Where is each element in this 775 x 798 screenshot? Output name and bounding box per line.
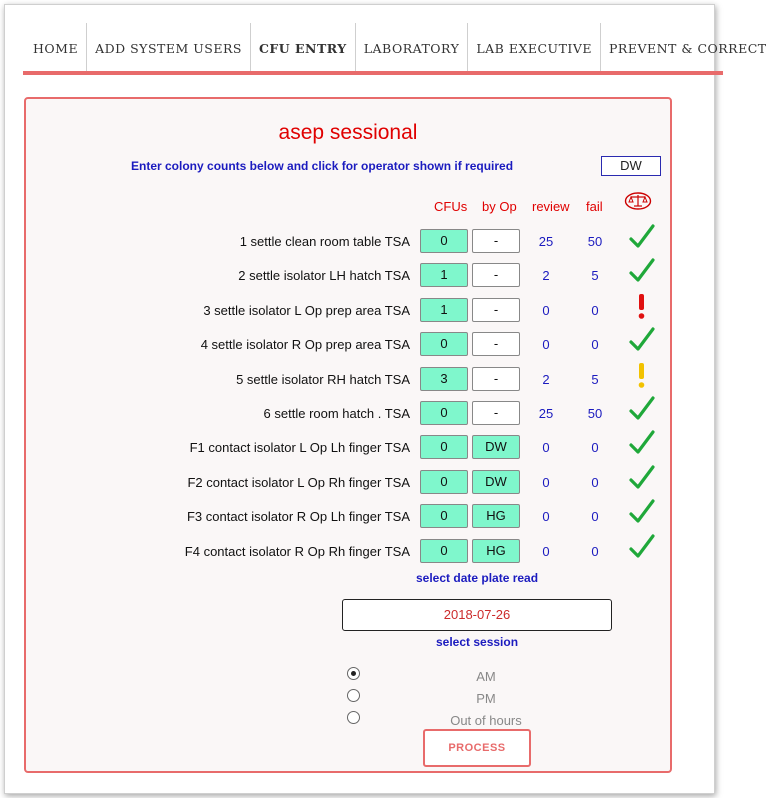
- instruction-text[interactable]: Enter colony counts below and click for operator shown if required: [131, 159, 514, 173]
- by-operator-button[interactable]: HG: [472, 504, 520, 528]
- table-row: [26, 330, 666, 360]
- by-operator-button[interactable]: -: [472, 401, 520, 425]
- table-row: [26, 468, 666, 498]
- cfu-count-input[interactable]: 0: [420, 401, 468, 425]
- check-icon: [628, 325, 656, 355]
- plate-label: F3 contact isolator R Op Lh finger TSA: [186, 509, 410, 525]
- review-limit: 0: [542, 440, 550, 456]
- header-cfus: CFUs: [434, 199, 468, 214]
- status-indicator: [628, 463, 656, 493]
- check-icon: [628, 463, 656, 493]
- nav-cfu-entry[interactable]: CFU ENTRY: [251, 23, 356, 73]
- fail-limit: 0: [591, 337, 599, 353]
- nav-underline: [23, 71, 723, 75]
- plate-label: 3 settle isolator L Op prep area TSA: [203, 302, 410, 318]
- table-row: [26, 502, 666, 532]
- header-fail: fail: [586, 199, 603, 214]
- plate-label: 5 settle isolator RH hatch TSA: [236, 371, 410, 387]
- header-review: review: [532, 199, 570, 214]
- table-row: [26, 296, 666, 326]
- browser-frame: [4, 4, 767, 794]
- fail-limit: 5: [591, 371, 599, 387]
- by-operator-button[interactable]: DW: [472, 435, 520, 459]
- cfu-count-input[interactable]: 0: [420, 229, 468, 253]
- top-navigation: [25, 23, 775, 73]
- table-row: [26, 261, 666, 291]
- cfu-entry-panel: [24, 97, 672, 773]
- cfu-count-input[interactable]: 0: [420, 539, 468, 563]
- status-indicator: [628, 497, 656, 527]
- process-button[interactable]: PROCESS: [423, 729, 531, 767]
- plate-label: 4 settle isolator R Op prep area TSA: [200, 337, 410, 353]
- table-row: [26, 399, 666, 429]
- by-operator-button[interactable]: HG: [472, 539, 520, 563]
- by-operator-button[interactable]: -: [472, 229, 520, 253]
- fail-limit: 5: [591, 268, 599, 284]
- check-icon: [628, 394, 656, 424]
- plate-label: F1 contact isolator L Op Lh finger TSA: [189, 440, 410, 456]
- select-session-label: select session: [436, 635, 519, 649]
- status-indicator: [628, 222, 656, 252]
- nav-prevent-correct[interactable]: PREVENT & CORRECT: [609, 40, 767, 56]
- plate-label: F2 contact isolator L Op Rh finger TSA: [187, 474, 410, 490]
- session-radio-out-of-hours[interactable]: [347, 711, 360, 724]
- session-label-pm: PM: [476, 691, 496, 706]
- header-by-op: by Op: [482, 199, 517, 214]
- date-input[interactable]: 2018-07-26: [342, 599, 612, 631]
- fail-limit: 0: [591, 440, 599, 456]
- session-label-am: AM: [476, 669, 496, 684]
- fail-limit: 0: [591, 509, 599, 525]
- session-radio-am[interactable]: [347, 667, 360, 680]
- fail-limit: 50: [587, 406, 603, 421]
- by-operator-button[interactable]: -: [472, 298, 520, 322]
- check-icon: [628, 497, 656, 527]
- review-limit: 0: [542, 337, 550, 353]
- by-operator-button[interactable]: -: [472, 332, 520, 356]
- plate-label: F4 contact isolator R Op Rh finger TSA: [184, 543, 410, 559]
- review-limit: 2: [542, 371, 550, 387]
- plate-label: 6 settle room hatch . TSA: [263, 406, 410, 421]
- cfu-count-input[interactable]: 0: [420, 504, 468, 528]
- fail-limit: 0: [591, 474, 599, 490]
- plate-label: 2 settle isolator LH hatch TSA: [238, 268, 410, 284]
- fail-limit: 50: [587, 234, 603, 249]
- cfu-count-input[interactable]: 3: [420, 367, 468, 391]
- plate-label: 1 settle clean room table TSA: [239, 234, 410, 249]
- nav-home[interactable]: HOME: [25, 23, 87, 73]
- check-icon: [628, 222, 656, 252]
- review-limit: 2: [542, 268, 550, 284]
- check-icon: [628, 532, 656, 562]
- table-row: [26, 227, 666, 257]
- cfu-count-input[interactable]: 0: [420, 332, 468, 356]
- cfu-count-input[interactable]: 0: [420, 435, 468, 459]
- by-operator-button[interactable]: -: [472, 263, 520, 287]
- by-operator-button[interactable]: -: [472, 367, 520, 391]
- review-limit: 25: [538, 406, 554, 421]
- fail-limit: 0: [591, 302, 599, 318]
- status-indicator: [628, 291, 656, 321]
- review-limit: 0: [542, 543, 550, 559]
- status-indicator: [628, 532, 656, 562]
- table-row: [26, 537, 666, 567]
- scales-icon: [624, 191, 652, 211]
- warning-icon: [628, 360, 656, 390]
- status-indicator: [628, 428, 656, 458]
- select-date-label: select date plate read: [416, 571, 539, 585]
- cfu-count-input[interactable]: 0: [420, 470, 468, 494]
- table-row: [26, 433, 666, 463]
- review-limit: 0: [542, 474, 550, 490]
- cfu-count-input[interactable]: 1: [420, 298, 468, 322]
- cfu-count-input[interactable]: 1: [420, 263, 468, 287]
- check-icon: [628, 428, 656, 458]
- review-limit: 0: [542, 302, 550, 318]
- status-indicator: [628, 360, 656, 390]
- review-limit: 0: [542, 509, 550, 525]
- fail-limit: 0: [591, 543, 599, 559]
- status-indicator: [628, 394, 656, 424]
- by-operator-button[interactable]: DW: [472, 470, 520, 494]
- check-icon: [628, 256, 656, 286]
- nav-laboratory[interactable]: LABORATORY: [356, 23, 469, 73]
- session-label-out-of-hours: Out of hours: [450, 713, 522, 728]
- operator-field[interactable]: DW: [601, 156, 661, 176]
- exclamation-icon: [628, 291, 656, 321]
- nav-add-system-users[interactable]: ADD SYSTEM USERS: [87, 23, 251, 73]
- table-row: [26, 365, 666, 395]
- status-indicator: [628, 325, 656, 355]
- review-limit: 25: [538, 234, 554, 249]
- page-title: asep sessional: [278, 121, 418, 144]
- session-radio-pm[interactable]: [347, 689, 360, 702]
- status-indicator: [628, 256, 656, 286]
- nav-lab-executive[interactable]: LAB EXECUTIVE: [468, 23, 601, 73]
